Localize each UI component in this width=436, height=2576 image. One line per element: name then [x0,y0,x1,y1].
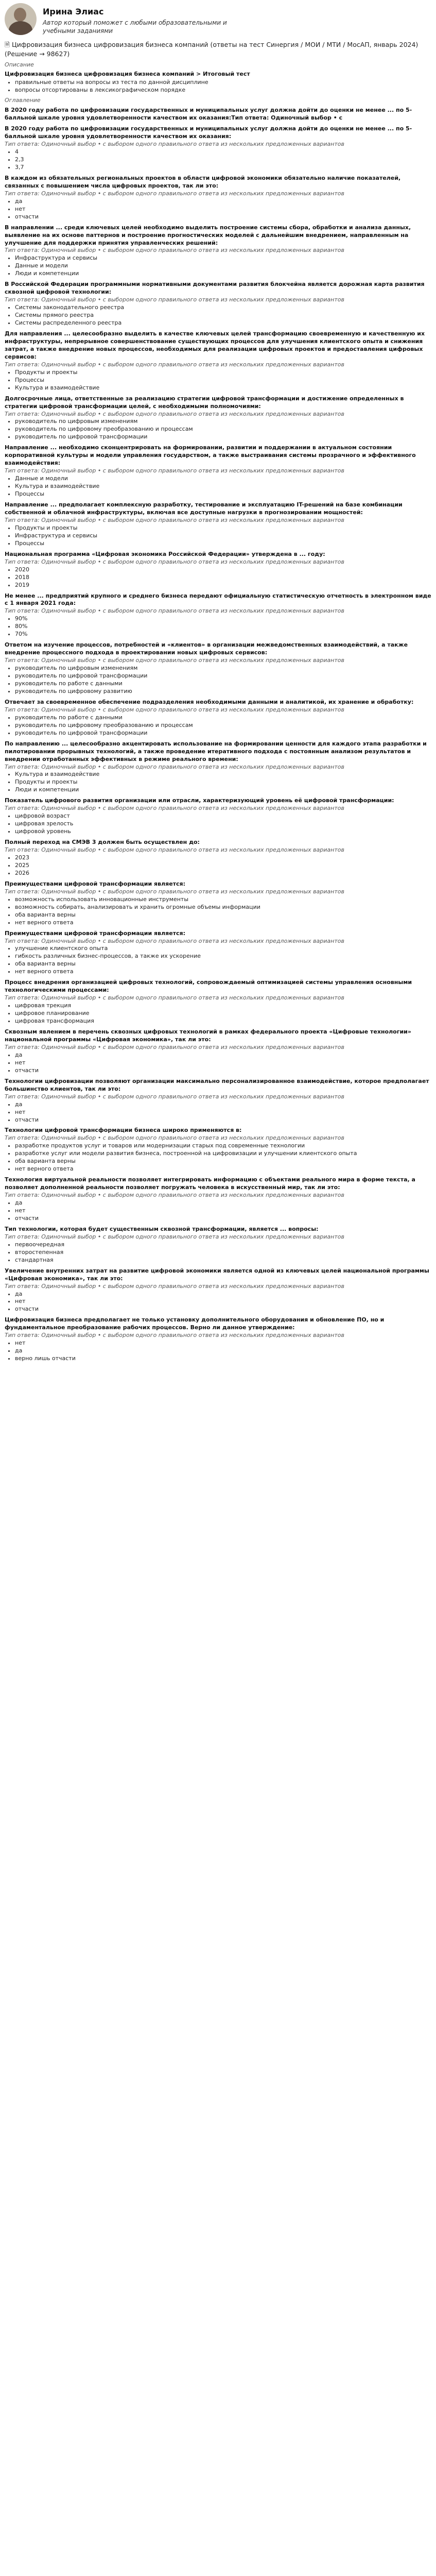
answer-option: • цифровая зрелость [15,820,431,828]
question-text: В каждом из обязательных региональных проектов в области цифровой экономики обязательно наличие показателей, связанных с повышением числа цифровых проектов, так ли это: [5,174,401,189]
answer-option: • руководитель по цифровому развитию [15,688,431,696]
answer-options [5,255,431,278]
answer-options [5,524,431,548]
answer-option: • Продукты и проекты [15,524,431,532]
answer-option: • Системы распределенного реестра [15,319,431,327]
answer-option: • Процессы [15,490,431,498]
question-block [5,125,431,172]
answer-option: • цифровое планирование [15,1010,431,1018]
questions-list [5,125,431,1363]
answer-option: • руководитель по работе с данными [15,714,431,722]
answer-options [5,1340,431,1363]
question-text: Полный переход на СМЭВ 3 должен быть осуществлен до: [5,839,200,846]
answer-option: • 80% [15,623,431,631]
answer-type: Тип ответа: Одиночный выбор • с выбором одного правильного ответа из нескольких предложенных вариантов [5,607,344,615]
answer-option: • да [15,1291,431,1298]
answer-option: • отчасти [15,1116,431,1124]
question-text: Национальная программа «Цифровая экономика Российской Федерации» утверждена в ... году: [5,550,325,557]
answer-type: Тип ответа: Одиночный выбор • с выбором одного правильного ответа из нескольких предложенных вариантов [5,763,344,770]
answer-option: • отчасти [15,1067,431,1075]
question-block [5,797,431,836]
answer-option: • 2020 [15,566,431,574]
question-text: Увеличение внутренних затрат на развитие цифровой экономики является одной из ключевых целей национальной программы «Цифровая экономика», так ли это: [5,1267,429,1282]
answer-option: • Системы законодательного реестра [15,304,431,312]
question-block [5,224,431,278]
answer-option: • отчасти [15,1215,431,1223]
answer-option: • отчасти [15,213,431,221]
answer-option: • 2,3 [15,156,431,164]
answer-option: • Данные и модели [15,475,431,483]
answer-type: Тип ответа: Одиночный выбор • с выбором одного правильного ответа из нескольких предложенных вариантов [5,247,344,254]
answer-options [5,1101,431,1124]
answer-options [5,418,431,441]
question-text: Направление ... необходимо сконцентрировать на формировании, развитии и поддержании в актуальном состоянии корпоративной культуры и модели управления государством, а также выстраивания системы прозрачного и эффективного взаимодействия: [5,444,416,467]
answer-options [5,1241,431,1264]
question-block [5,501,431,548]
answer-option: • нет [15,1059,431,1067]
answer-options [5,714,431,737]
answer-option: • нет [15,1298,431,1306]
answer-type: Тип ответа: Одиночный выбор • с выбором одного правильного ответа из нескольких предложенных вариантов [5,994,344,1002]
answer-option: • Культура и взаимодействие [15,384,431,392]
answer-type: Тип ответа: Одиночный выбор • с выбором одного правильного ответа из нескольких предложенных вариантов [5,1192,344,1199]
answer-type: Тип ответа: Одиночный выбор • с выбором одного правильного ответа из нескольких предложенных вариантов [5,937,344,944]
question-text: Направление ... предполагает комплексную разработку, тестирование и эксплуатацию IT-решений на базе комбинации собственной и облачной инфраструктуры, включая все доступные нагрузки в прогнозировании мощностей: [5,501,403,516]
answer-options [5,771,431,794]
answer-option: • руководитель по цифровой трансформации [15,672,431,680]
answer-option: • верно лишь отчасти [15,1355,431,1363]
answer-option: • Продукты и проекты [15,778,431,786]
answer-options [5,566,431,589]
answer-option: • Люди и компетенции [15,270,431,278]
answer-option: • руководитель по работе с данными [15,680,431,688]
question-text: По направлению ... целесообразно акцентировать использование на формировании ценности для каждого этапа разработки и пилотировании прорывных технологий, а также проведение итеративного подхода с постоянным анализом результатов и внедрении отработанных эффективных в режиме реального времени: [5,740,427,762]
author-info [43,3,227,35]
question-text: Процесс внедрения организацией цифровых технологий, сопровождаемый оптимизацией системы управления основными технологическими процессами: [5,979,412,994]
question-block [5,1028,431,1075]
answer-options [5,148,431,172]
question-text: Ответом на изучение процессов, потребностей и «клиентов» в организации межведомственных взаимодействий, а также внедрение процессного подхода в проектировании новых цифровых сервисов: [5,641,408,656]
answer-options [5,945,431,976]
answer-option: • нет [15,1109,431,1116]
answer-option: • Данные и модели [15,262,431,270]
answer-option: • второстепенная [15,1249,431,1257]
answer-option: • Процессы [15,377,431,384]
answer-option: • разработке продуктов услуг и товаров или модернизации старых под современные технологии [15,1142,431,1150]
question-text: Сквозным явлением в перечень сквозных цифровых технологий в рамках федерального проекта «Цифровые технологии» национальной программы «Цифровая экономика», так ли это: [5,1028,411,1043]
answer-option: • 4 [15,148,431,156]
question-text: Не менее ... предприятий крупного и среднего бизнеса передают официальную статистическую отчетность в электронном виде с 1 января 2021 года: [5,592,431,607]
question-block [5,444,431,498]
answer-option: • Инфраструктура и сервисы [15,532,431,540]
answer-type: Тип ответа: Одиночный выбор • с выбором одного правильного ответа из нескольких предложенных вариантов [5,657,344,664]
question-block [5,699,431,737]
answer-option: • да [15,1199,431,1207]
document-icon: 🗎 [5,41,10,48]
answer-options [5,896,431,927]
question-text: В направлении ... среди ключевых целей необходимо выделить построение системы сбора, обработки и анализа данных, выявление на их основе паттернов и построение прогностических моделей с дальнейшим внедрением, направленным на улучшение для поддержки принятия управленческих решений: [5,224,411,246]
answer-option: • Культура и взаимодействие [15,771,431,778]
question-text: Для направления ... целесообразно выделить в качестве ключевых целей трансформацию своевременную и качественную их инфраструктуры, непрерывное совершенствование существующих процессов для улучшения клиентского опыта и снижения затрат, а также внедрение новых процессов, необходимых для реализации цифровых проектов и предоставления цифровых сервисов: [5,330,425,360]
answer-type: Тип ответа: Одиночный выбор • с выбором одного правильного ответа из нескольких предложенных вариантов [5,516,344,523]
answer-type: Тип ответа: Одиночный выбор • с выбором одного правильного ответа из нескольких предложенных вариантов [5,706,344,713]
answer-option: • нет [15,1340,431,1347]
answer-type: Тип ответа: Одиночный выбор • с выбором одного правильного ответа из нескольких предложенных вариантов [5,1233,344,1240]
question-text: Долгосрочные лица, ответственные за реализацию стратегии цифровой трансформации и достижение определенных в стратегии цифровой трансформации целей, с необходимыми полномочиями: [5,395,404,410]
author-card [5,3,431,37]
answer-option: • 3,7 [15,164,431,172]
author-description-line-2: учебными заданиями [43,27,113,35]
answer-option: • да [15,1052,431,1059]
answer-option: • да [15,198,431,206]
question-text: Технология виртуальной реальности позволяет интегрировать информацию с объектами реального мира в форме текста, а позволяет дополненной реальности позволяет погружать человека в искусственный мир, так ли это: [5,1176,415,1191]
answer-option: • оба варианта верны [15,911,431,919]
answer-options [5,665,431,696]
question-block [5,880,431,927]
answer-options [5,812,431,836]
answer-option: • 2025 [15,862,431,870]
answer-type: Тип ответа: Одиночный выбор • с выбором одного правильного ответа из нескольких предложенных вариантов [5,1332,344,1339]
author-avatar[interactable] [5,3,37,35]
question-block [5,281,431,327]
question-block [5,175,431,221]
answer-option: • цифровой возраст [15,812,431,820]
description-heading: Цифровизация бизнеса цифровизация бизнеса компаний > Итоговый тест [5,71,250,78]
author-description-line-1: Автор который поможет с любыми образовательными и [43,19,227,26]
answer-option: • 70% [15,631,431,638]
question-text: Тип технологии, которая будет существенным сквозной трансформации, является ... вопросы: [5,1225,319,1232]
question-block [5,395,431,442]
answer-option: • руководитель по цифровым изменениям [15,418,431,426]
answer-option: • руководитель по цифровой трансформации [15,730,431,737]
answer-option: • да [15,1347,431,1355]
answer-type: Тип ответа: Одиночный выбор • с выбором одного правильного ответа из нескольких предложенных вариантов [5,410,344,417]
description-item: • вопросы отсортированы в лексикографическом порядке [15,87,431,94]
answer-option: • руководитель по цифровому преобразованию и процессам [15,426,431,433]
question-block [5,641,431,696]
answer-option: • Системы прямого реестра [15,312,431,319]
document-title [5,40,431,59]
answer-type: Тип ответа: Одиночный выбор • с выбором одного правильного ответа из нескольких предложенных вариантов [5,846,344,854]
author-name[interactable]: Ирина Элиас [43,7,104,16]
question-block [5,1267,431,1314]
answer-options [5,1199,431,1223]
answer-option: • возможность собирать, анализировать и хранить огромные объемы информации [15,904,431,911]
question-text: Технологии цифровой трансформации бизнеса широко применяются в: [5,1127,242,1134]
answer-option: • разработке услуг или модели развития бизнеса, построенной на цифровизации и улучшении клиентского опыта [15,1150,431,1158]
answer-option: • 2023 [15,854,431,862]
answer-option: • нет верного ответа [15,968,431,976]
answer-type: Тип ответа: Одиночный выбор • с выбором одного правильного ответа из нескольких предложенных вариантов [5,296,344,303]
description-item: • правильные ответы на вопросы из теста по данной дисциплине [15,79,431,87]
answer-options [5,475,431,498]
answer-type: Тип ответа: Одиночный выбор • с выбором одного правильного ответа из нескольких предложенных вариантов [5,190,344,197]
answer-option: • нет [15,1207,431,1215]
answer-option: • руководитель по цифровым изменениям [15,665,431,672]
answer-option: • 2019 [15,582,431,589]
answer-option: • оба варианта верны [15,960,431,968]
answer-option: • оба варианта верны [15,1158,431,1165]
toc-label: Оглавление [5,97,41,104]
answer-options [5,304,431,327]
question-block [5,1226,431,1264]
answer-option: • 2026 [15,870,431,877]
answer-option: • нет [15,206,431,213]
answer-options [5,1002,431,1025]
answer-option: • 90% [15,615,431,623]
answer-type: Тип ответа: Одиночный выбор • с выбором одного правильного ответа из нескольких предложенных вариантов [5,361,344,368]
question-text: Цифровизация бизнеса предполагает не только установку дополнительного оборудования и обновление ПО, но и фундаментальное преобразование рабочих процессов. Верно ли данное утверждение: [5,1316,385,1331]
answer-option: • нет верного ответа [15,919,431,927]
answer-type: Тип ответа: Одиночный выбор • с выбором одного правильного ответа из нескольких предложенных вариантов [5,888,344,895]
answer-option: • да [15,1101,431,1109]
answer-option: • цифровая трекция [15,1002,431,1010]
answer-options [5,198,431,221]
question-block [5,551,431,589]
description-label: Описание [5,61,34,68]
answer-options [5,854,431,877]
question-text: В 2020 году работа по цифровизации государственных и муниципальных услуг должна дойти до оценки не менее ... по 5-балльной шкале уровня удовлетворенности качеством их оказания: [5,125,412,140]
question-block [5,330,431,392]
question-block [5,1176,431,1223]
answer-type: Тип ответа: Одиночный выбор • с выбором одного правильного ответа из нескольких предложенных вариантов [5,1043,344,1050]
answer-option: • стандартная [15,1257,431,1264]
answer-options [5,1291,431,1314]
answer-type: Тип ответа: Одиночный выбор • с выбором одного правильного ответа из нескольких предложенных вариантов [5,1093,344,1100]
answer-option: • Культура и взаимодействие [15,483,431,490]
answer-option: • улучшение клиентского опыта [15,945,431,953]
answer-option: • Люди и компетенции [15,786,431,794]
answer-option: • Процессы [15,540,431,548]
question-block [5,930,431,976]
answer-type: Тип ответа: Одиночный выбор • с выбором одного правильного ответа из нескольких предложенных вариантов [5,467,344,474]
question-block [5,979,431,1025]
answer-option: • руководитель по цифровому преобразованию и процессам [15,722,431,730]
answer-option: • отчасти [15,1306,431,1313]
description-list [5,79,431,94]
question-block [5,740,431,794]
answer-type: Тип ответа: Одиночный выбор • с выбором одного правильного ответа из нескольких предложенных вариантов [5,141,344,148]
question-block [5,1316,431,1363]
question-text: Показатель цифрового развития организации или отрасли, характеризующий уровень её цифровой трансформации: [5,797,394,804]
question-block [5,592,431,639]
question-block [5,839,431,877]
toc-heading: В 2020 году работа по цифровизации государственных и муниципальных услуг должна дойти до оценки не менее ... по 5-балльной шкале уровня удовлетворенности качеством их оказания:Тип ответа: Одиночный выбор • с [5,107,412,122]
question-text: Технологии цифровизации позволяют организации максимально персонализированное взаимодействие, которое предполагает большинство клиентов, так ли это: [5,1077,429,1092]
answer-type: Тип ответа: Одиночный выбор • с выбором одного правильного ответа из нескольких предложенных вариантов [5,558,344,565]
answer-option: • 2018 [15,574,431,582]
question-text: Преимуществами цифровой трансформации является: [5,880,186,887]
question-text: В Российской Федерации программными нормативными документами развития блокчейна является дорожная карта развития сквозной цифровой технологии: [5,281,425,296]
question-text: Преимуществами цифровой трансформации является: [5,929,186,937]
answer-option: • Продукты и проекты [15,369,431,377]
document-title-text: Цифровизация бизнеса цифровизация бизнеса компаний (ответы на тест Синергия / МОИ / МТИ / МосАП, январь 2024) (Решение → 98627) [5,41,418,58]
answer-option: • цифровая трансформация [15,1018,431,1025]
answer-option: • цифровой уровень [15,828,431,836]
answer-option: • возможность использовать инновационные инструменты [15,896,431,904]
answer-type: Тип ответа: Одиночный выбор • с выбором одного правильного ответа из нескольких предложенных вариантов [5,805,344,812]
question-text: Отвечает за своевременное обеспечение подразделения необходимыми данными и аналитикой, их хранение и обработку: [5,698,414,705]
answer-options [5,369,431,392]
answer-type: Тип ответа: Одиночный выбор • с выбором одного правильного ответа из нескольких предложенных вариантов [5,1134,344,1142]
author-description [43,19,227,35]
answer-option: • гибкость различных бизнес-процессов, а также их ускорение [15,953,431,960]
answer-option: • руководитель по цифровой трансформации [15,433,431,441]
answer-option: • Инфраструктура и сервисы [15,255,431,262]
answer-option: • первоочередная [15,1241,431,1249]
answer-type: Тип ответа: Одиночный выбор • с выбором одного правильного ответа из нескольких предложенных вариантов [5,1282,344,1290]
answer-options [5,1052,431,1075]
question-block [5,1078,431,1124]
answer-options [5,1142,431,1173]
question-block [5,1127,431,1173]
answer-options [5,615,431,638]
answer-option: • нет верного ответа [15,1165,431,1173]
